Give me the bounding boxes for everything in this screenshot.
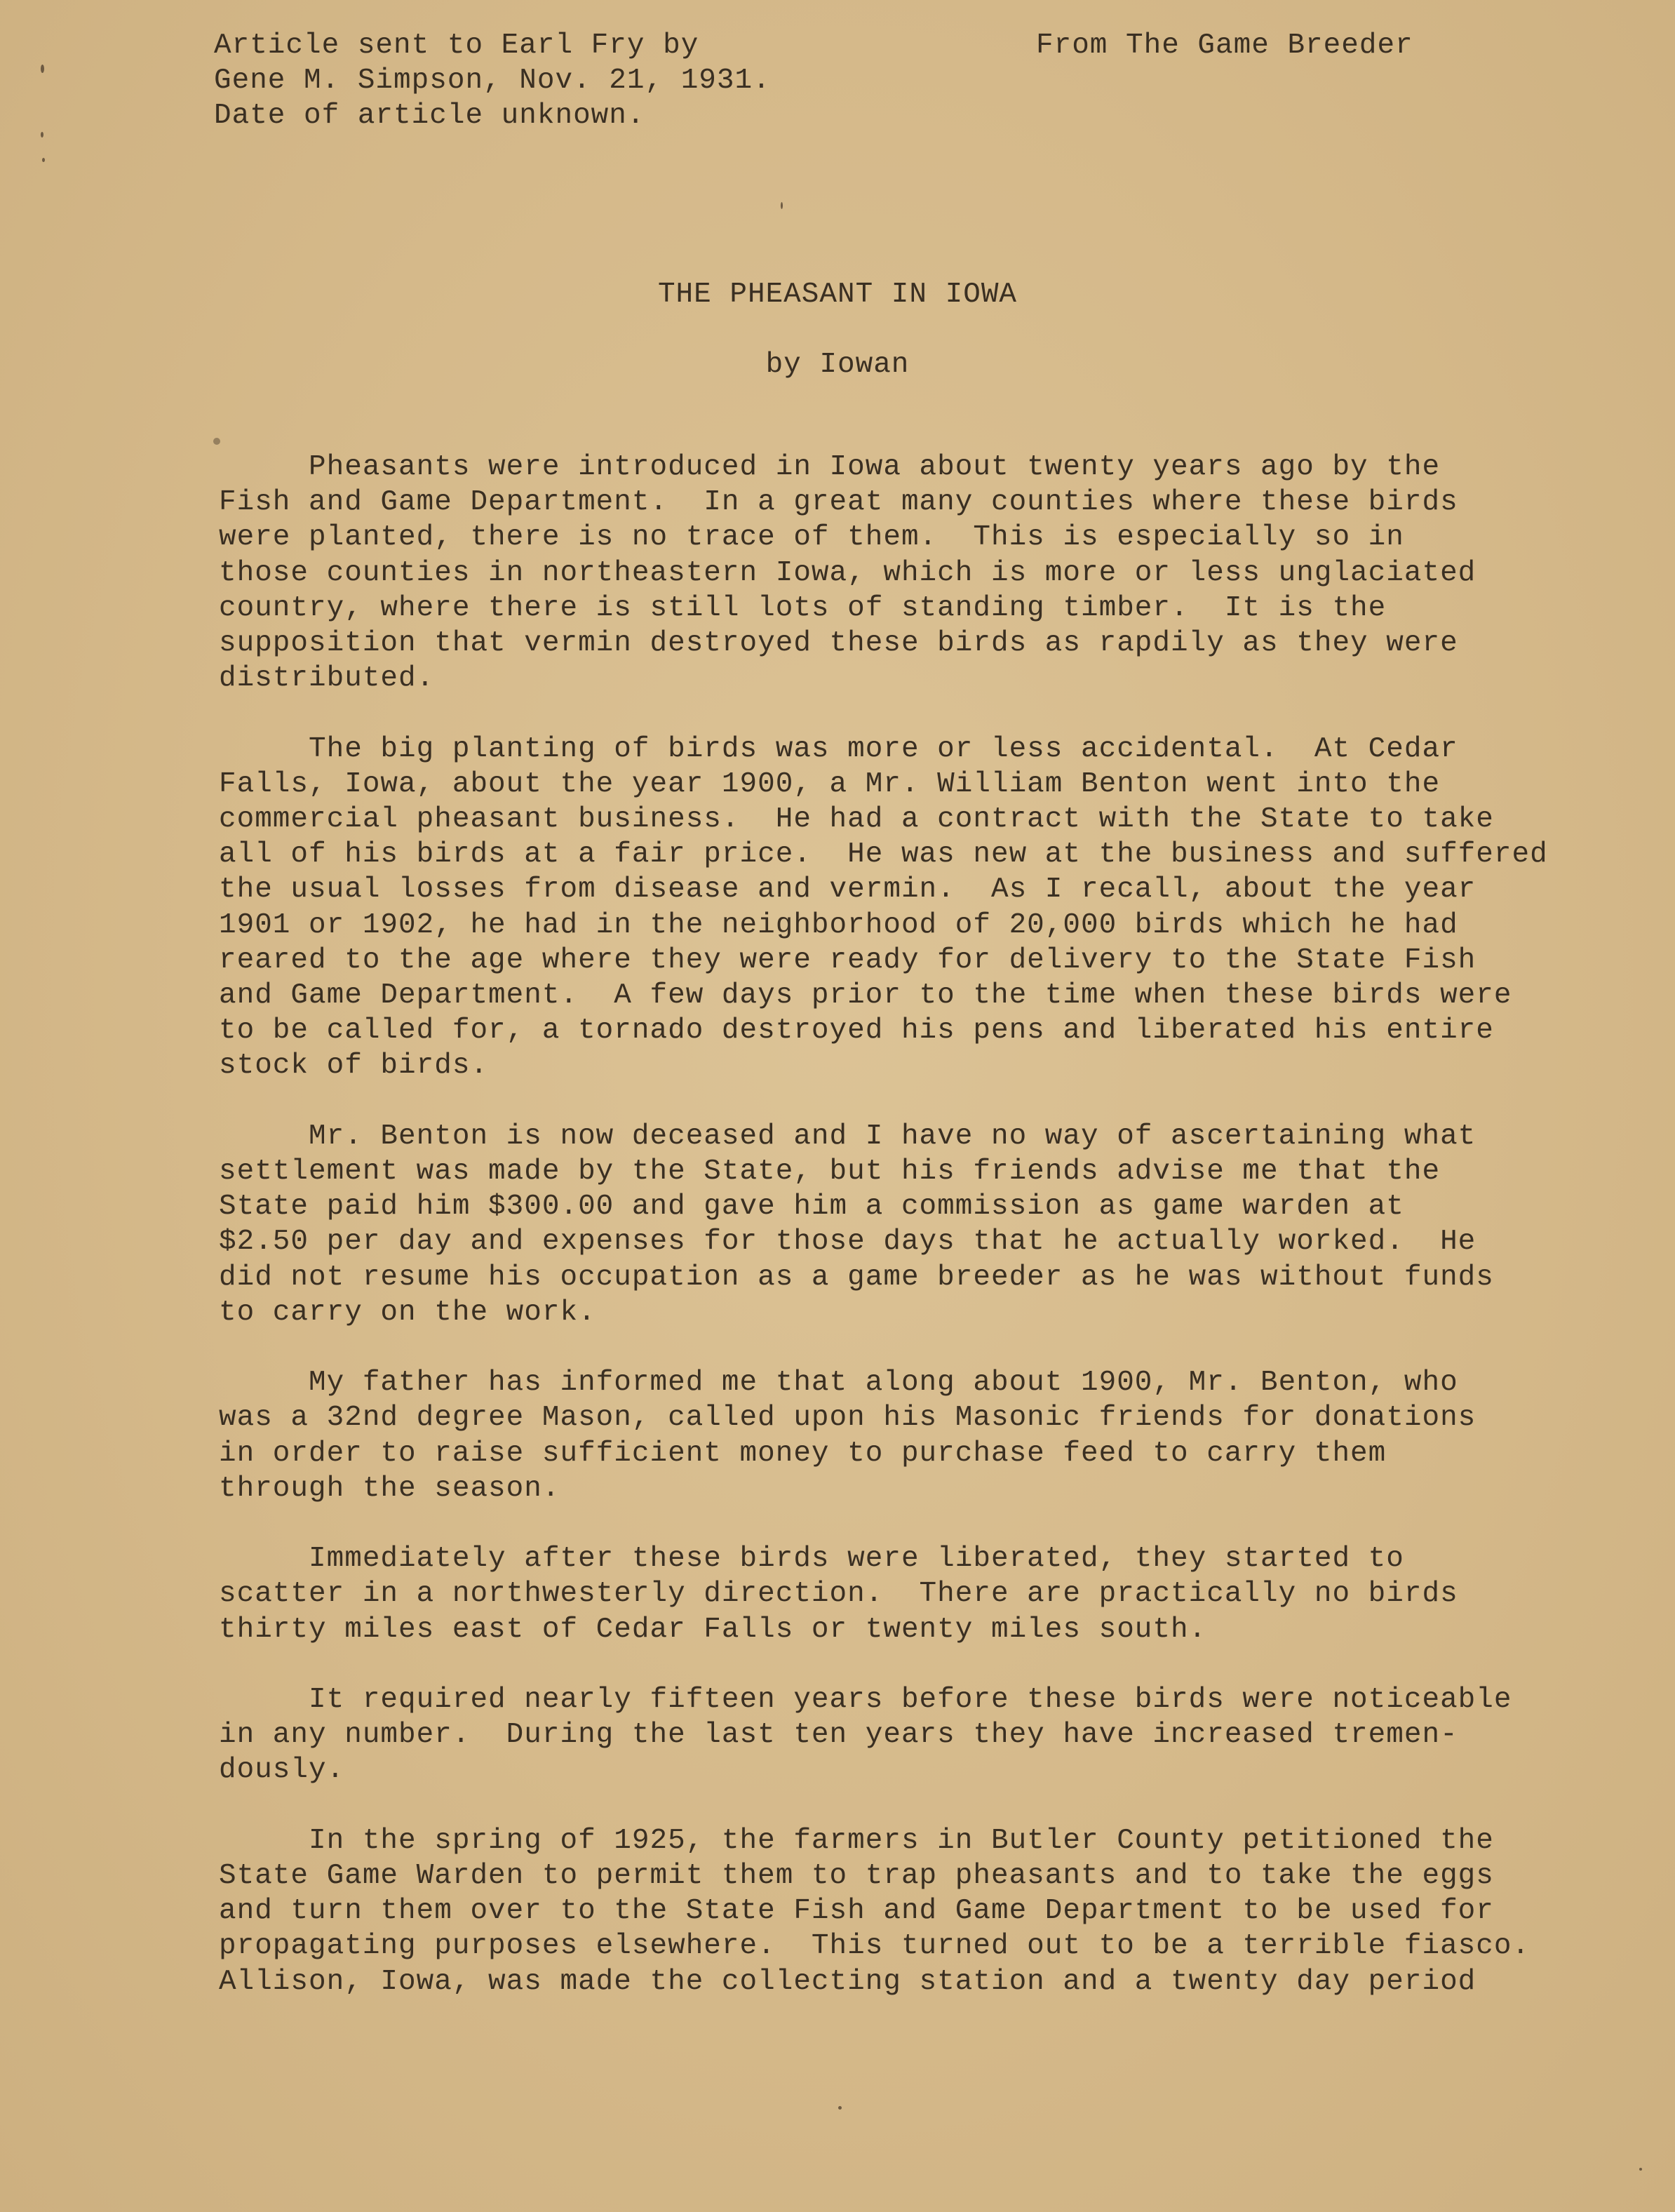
text-line: and Game Department. A few days prior to the time when these birds were bbox=[219, 979, 1512, 1012]
paragraph bbox=[219, 732, 1552, 1084]
text-line: Immediately after these birds were liberated, they started to bbox=[219, 1543, 1404, 1576]
text-line: to be called for, a tornado destroyed his pens and liberated his entire bbox=[219, 1014, 1494, 1047]
text-line: was a 32nd degree Mason, called upon his Masonic friends for donations bbox=[219, 1402, 1476, 1435]
paragraph bbox=[219, 1365, 1552, 1506]
paragraph bbox=[219, 1119, 1552, 1330]
header-note-line: Gene M. Simpson, Nov. 21, 1931. bbox=[214, 65, 771, 97]
text-line: those counties in northeastern Iowa, which is more or less unglaciated bbox=[219, 556, 1476, 589]
text-line: were planted, there is no trace of them. This is especially so in bbox=[219, 521, 1404, 554]
text-line: settlement was made by the State, but his friends advise me that the bbox=[219, 1155, 1441, 1188]
ink-speck bbox=[41, 132, 43, 138]
text-line: country, where there is still lots of standing timber. It is the bbox=[219, 591, 1387, 624]
article-body bbox=[219, 450, 1552, 2035]
text-line: thirty miles east of Cedar Falls or twenty miles south. bbox=[219, 1613, 1207, 1646]
text-line: distributed. bbox=[219, 662, 435, 695]
text-line: It required nearly fifteen years before these birds were noticeable bbox=[219, 1684, 1512, 1717]
header-note bbox=[214, 28, 771, 133]
header-note-line: Article sent to Earl Fry by bbox=[214, 29, 699, 62]
text-line: dously. bbox=[219, 1754, 345, 1787]
header-note-line: Date of article unknown. bbox=[214, 100, 645, 132]
text-line: stock of birds. bbox=[219, 1050, 489, 1082]
text-line: 1901 or 1902, he had in the neighborhood of 20,000 birds which he had bbox=[219, 909, 1458, 941]
ink-speck bbox=[42, 158, 45, 162]
ink-speck bbox=[1639, 2168, 1642, 2171]
ink-speck bbox=[213, 438, 220, 445]
paragraph bbox=[219, 1823, 1552, 1999]
article-byline: by Iowan bbox=[765, 349, 910, 381]
text-line: State paid him $300.00 and gave him a commission as game warden at bbox=[219, 1191, 1404, 1224]
text-line: Falls, Iowa, about the year 1900, a Mr. William Benton went into the bbox=[219, 768, 1441, 800]
text-line: did not resume his occupation as a game breeder as he was without funds bbox=[219, 1261, 1494, 1294]
ink-speck bbox=[838, 2106, 842, 2110]
paragraph bbox=[219, 450, 1552, 696]
text-line: in any number. During the last ten years they have increased tremen- bbox=[219, 1719, 1458, 1752]
text-line: all of his birds at a fair price. He was new at the business and suffered bbox=[219, 838, 1548, 871]
article-title: THE PHEASANT IN IOWA bbox=[657, 279, 1018, 311]
text-line: State Game Warden to permit them to trap pheasants and to take the eggs bbox=[219, 1860, 1494, 1893]
paragraph bbox=[219, 1541, 1552, 1647]
text-line: reared to the age where they were ready for delivery to the State Fish bbox=[219, 944, 1476, 977]
text-line: commercial pheasant business. He had a contract with the State to take bbox=[219, 803, 1494, 836]
text-line: In the spring of 1925, the farmers in Butler County petitioned the bbox=[219, 1824, 1494, 1857]
text-line: Pheasants were introduced in Iowa about twenty years ago by the bbox=[219, 451, 1441, 483]
text-line: to carry on the work. bbox=[219, 1296, 596, 1329]
text-line: The big planting of birds was more or less accidental. At Cedar bbox=[219, 732, 1458, 765]
text-line: propagating purposes elsewhere. This turned out to be a terrible fiasco. bbox=[219, 1930, 1531, 1963]
text-line: Fish and Game Department. In a great many counties where these birds bbox=[219, 486, 1458, 519]
text-line: and turn them over to the State Fish and Game Department to be used for bbox=[219, 1895, 1494, 1928]
text-line: scatter in a northwesterly direction. There are practically no birds bbox=[219, 1578, 1458, 1611]
paragraph bbox=[219, 1682, 1552, 1788]
source-note: From The Game Breeder bbox=[1036, 29, 1413, 62]
text-line: supposition that vermin destroyed these birds as rapdily as they were bbox=[219, 627, 1458, 660]
text-line: through the season. bbox=[219, 1472, 560, 1505]
text-line: the usual losses from disease and vermin. As I recall, about the year bbox=[219, 873, 1476, 906]
ink-speck bbox=[41, 65, 44, 73]
text-line: in order to raise sufficient money to purchase feed to carry them bbox=[219, 1437, 1387, 1470]
text-line: Allison, Iowa, was made the collecting station and a twenty day period bbox=[219, 1965, 1476, 1998]
text-line: My father has informed me that along about 1900, Mr. Benton, who bbox=[219, 1367, 1458, 1400]
ink-speck bbox=[781, 202, 783, 209]
text-line: $2.50 per day and expenses for those days that he actually worked. He bbox=[219, 1226, 1476, 1259]
text-line: Mr. Benton is now deceased and I have no way of ascertaining what bbox=[219, 1120, 1476, 1153]
